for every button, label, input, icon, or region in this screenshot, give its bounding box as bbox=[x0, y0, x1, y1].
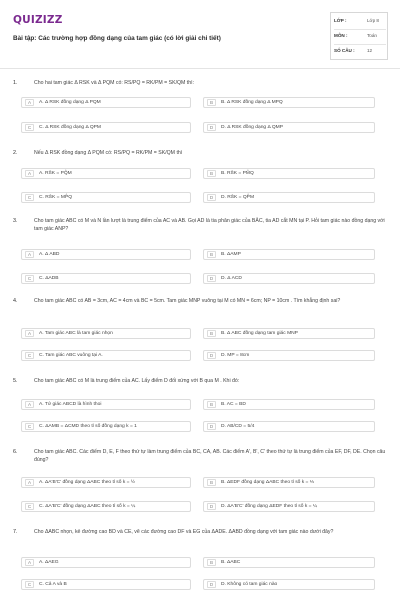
option-letter: D bbox=[207, 194, 216, 201]
option-letter: C bbox=[25, 503, 34, 510]
option-letter: B bbox=[207, 559, 216, 566]
option-text: B. RŜK = PM̂Q bbox=[221, 171, 254, 176]
question-number: 2. bbox=[13, 150, 18, 156]
option-c[interactable] bbox=[21, 192, 191, 203]
option-text: C. ΔAMB = ΔCMD theo tỉ số đồng dạng k = 1 bbox=[39, 424, 137, 429]
option-c[interactable] bbox=[21, 350, 191, 361]
option-text: C. Δ RSK đồng dạng Δ QPM bbox=[39, 125, 101, 130]
option-text: D. Không có tam giác nào bbox=[221, 582, 278, 587]
option-letter: A bbox=[25, 330, 34, 337]
option-letter: C bbox=[25, 124, 34, 131]
option-text: A. Tứ giác ABCD là hình thoi bbox=[39, 402, 102, 407]
option-d[interactable] bbox=[203, 192, 375, 203]
option-letter: A bbox=[25, 170, 34, 177]
question-number: 5. bbox=[13, 378, 18, 384]
question-text: Cho tam giác ABC. Các điểm D, E, F theo thứ tự làm trung điểm của BC, CA, AB. Các điểm A', B', C' theo thứ tự là trung điểm của EF, DF, DE. Chọn câu đúng? bbox=[34, 449, 386, 463]
option-letter: C bbox=[25, 423, 34, 430]
option-c[interactable] bbox=[21, 122, 191, 133]
option-text: D. Δ ACD bbox=[221, 276, 242, 281]
question-number: 1. bbox=[13, 80, 18, 86]
option-letter: A bbox=[25, 401, 34, 408]
quizizz-logo: QUIZIZZ bbox=[13, 14, 63, 26]
option-b[interactable] bbox=[203, 249, 375, 260]
meta-row-class bbox=[331, 14, 387, 29]
option-b[interactable] bbox=[203, 557, 375, 568]
option-text: B. ΔAMP bbox=[221, 252, 241, 257]
worksheet-header bbox=[13, 12, 387, 60]
option-b[interactable] bbox=[203, 477, 375, 488]
question-text: Cho ΔABC nhọn, kẻ đường cao BD và CE, vẽ các đường cao DF và EG của ΔADE. ΔABD đồng dạng với tam giác nào dưới đây? bbox=[34, 529, 334, 535]
option-letter: A bbox=[25, 99, 34, 106]
option-b[interactable] bbox=[203, 168, 375, 179]
header-divider bbox=[0, 68, 400, 69]
meta-info-box bbox=[330, 12, 388, 60]
option-letter: B bbox=[207, 401, 216, 408]
option-d[interactable] bbox=[203, 122, 375, 133]
option-letter: B bbox=[207, 330, 216, 337]
option-a[interactable] bbox=[21, 557, 191, 568]
meta-value: 12 bbox=[367, 48, 373, 53]
option-text: C. Tam giác ABC vuông tại A. bbox=[39, 353, 103, 358]
meta-value: Lớp 8 bbox=[367, 18, 379, 23]
option-text: A. Tam giác ABC là tam giác nhọn bbox=[39, 331, 113, 336]
option-text: B. ΔABC bbox=[221, 560, 241, 565]
option-text: A. RŜK = PQ̂M bbox=[39, 171, 72, 176]
option-b[interactable] bbox=[203, 399, 375, 410]
option-letter: C bbox=[25, 352, 34, 359]
option-a[interactable] bbox=[21, 399, 191, 410]
option-letter: B bbox=[207, 170, 216, 177]
option-text: B. AC = BD bbox=[221, 402, 246, 407]
option-text: C. RŜK = MP̂Q bbox=[39, 195, 73, 200]
meta-value: Toán bbox=[367, 33, 377, 38]
question-number: 4. bbox=[13, 298, 18, 304]
option-a[interactable] bbox=[21, 168, 191, 179]
option-letter: D bbox=[207, 423, 216, 430]
option-d[interactable] bbox=[203, 501, 375, 512]
question-number: 6. bbox=[13, 449, 18, 455]
option-b[interactable] bbox=[203, 97, 375, 108]
option-letter: B bbox=[207, 99, 216, 106]
question-text: Cho tam giác ABC có M là trung điểm của AC. Lấy điểm D đối xứng với B qua M . Khi đó: bbox=[34, 378, 240, 384]
option-letter: D bbox=[207, 581, 216, 588]
question-text: Cho tam giác ABC có AB = 3cm, AC = 4cm và BC = 5cm. Tam giác MNP vuông tại M có MN = 6cm; NP = 10cm . Tìm khẳng định sai? bbox=[34, 298, 341, 304]
option-d[interactable] bbox=[203, 273, 375, 284]
option-c[interactable] bbox=[21, 421, 191, 432]
option-b[interactable] bbox=[203, 328, 375, 339]
option-text: A. ΔAEG bbox=[39, 560, 59, 565]
option-d[interactable] bbox=[203, 421, 375, 432]
option-letter: D bbox=[207, 352, 216, 359]
option-a[interactable] bbox=[21, 97, 191, 108]
question-text: Cho hai tam giác Δ RSK và Δ PQM có: RS/PQ = RK/PM = SK/QM thì: bbox=[34, 80, 195, 86]
question-text: Nếu Δ RSK đồng dạng Δ PQM có: RS/PQ = RK/PM = SK/QM thì bbox=[34, 150, 183, 156]
option-text: C. ΔADB bbox=[39, 276, 59, 281]
option-d[interactable] bbox=[203, 350, 375, 361]
option-letter: D bbox=[207, 503, 216, 510]
option-a[interactable] bbox=[21, 328, 191, 339]
option-letter: A bbox=[25, 479, 34, 486]
option-text: D. Δ RSK đồng dạng Δ QMP bbox=[221, 125, 283, 130]
option-text: A. Δ RSK đồng dạng Δ PQM bbox=[39, 100, 101, 105]
option-letter: D bbox=[207, 275, 216, 282]
option-c[interactable] bbox=[21, 501, 191, 512]
meta-row-subject bbox=[331, 29, 387, 44]
meta-label: SỐ CÂU : bbox=[334, 48, 355, 53]
option-text: B. Δ RSK đồng dạng Δ MPQ bbox=[221, 100, 283, 105]
option-letter: C bbox=[25, 275, 34, 282]
option-text: D. AB/CD = 5/4 bbox=[221, 424, 255, 429]
option-letter: C bbox=[25, 581, 34, 588]
option-text: A. Δ ABD bbox=[39, 252, 60, 257]
option-text: B. ΔEDF đồng dạng ΔABC theo tỉ số k = ⅓ bbox=[221, 480, 314, 485]
option-text: D. RŜK = QP̂M bbox=[221, 195, 255, 200]
question-text: Cho tam giác ABC có M và N lần lượt là trung điểm của AC và AB. Gọi AD là tia phân giác của BÂC, tia AD cắt MN tại P. Hỏi tam giác nào đồng dạng với tam giác ANP? bbox=[34, 218, 385, 232]
meta-label: MÔN : bbox=[334, 33, 348, 38]
option-text: C. ΔA'B'C' đồng dạng ΔABC theo tỉ số k = ¼ bbox=[39, 504, 136, 509]
option-a[interactable] bbox=[21, 477, 191, 488]
option-c[interactable] bbox=[21, 579, 191, 590]
option-text: C. Cả A và B bbox=[39, 582, 67, 587]
option-a[interactable] bbox=[21, 249, 191, 260]
worksheet-title: Bài tập: Các trường hợp đồng dạng của tam giác (có lời giải chi tiết) bbox=[13, 35, 221, 42]
option-letter: A bbox=[25, 559, 34, 566]
option-letter: B bbox=[207, 251, 216, 258]
option-text: B. Δ ABC đồng dạng tam giác MNP bbox=[221, 331, 298, 336]
option-text: D. ΔA'B'C' đồng dạng ΔEDF theo tỉ số k = ¼ bbox=[221, 504, 317, 509]
question-number: 3. bbox=[13, 218, 18, 224]
meta-label: LỚP : bbox=[334, 18, 347, 23]
question-number: 7. bbox=[13, 529, 18, 535]
option-c[interactable] bbox=[21, 273, 191, 284]
option-letter: A bbox=[25, 251, 34, 258]
option-letter: C bbox=[25, 194, 34, 201]
option-letter: B bbox=[207, 479, 216, 486]
option-letter: D bbox=[207, 124, 216, 131]
option-text: D. MP = 8cm bbox=[221, 353, 250, 358]
option-d[interactable] bbox=[203, 579, 375, 590]
meta-row-count bbox=[331, 44, 387, 59]
option-text: A. ΔA'B'C' đồng dạng ΔABC theo tỉ số k = ½ bbox=[39, 480, 135, 485]
